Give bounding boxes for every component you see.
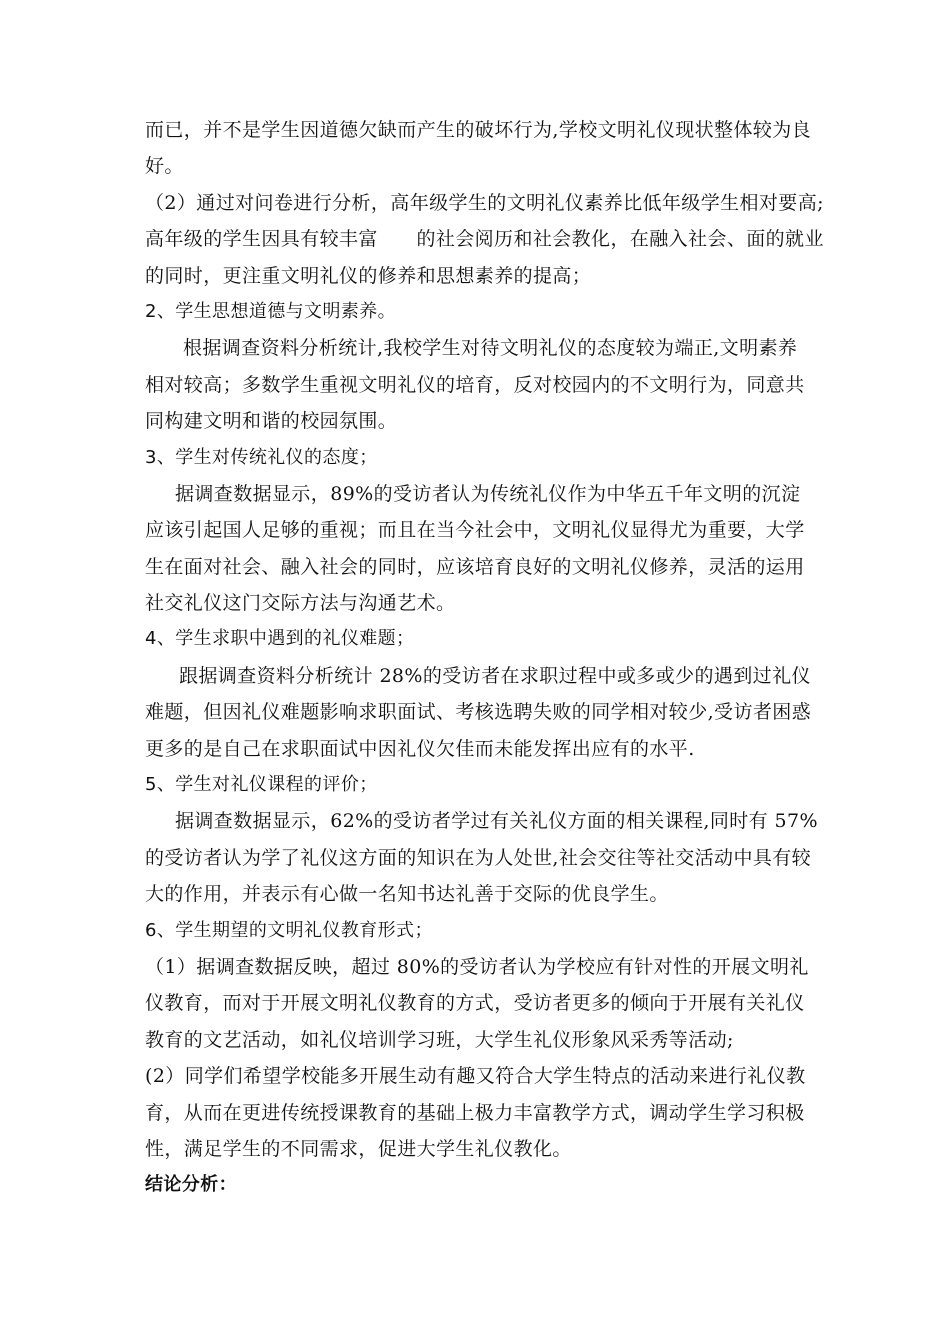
paragraph-line: 更多的是自己在求职面试中因礼仪欠佳而未能发挥出应有的水平. <box>145 737 695 760</box>
section-heading-6: 6、学生期望的文明礼仪教育形式； <box>145 919 433 941</box>
paragraph-line: 据调查数据显示，62%的受访者学过有关礼仪方面的相关课程,同时有 57% <box>175 810 818 833</box>
section-heading-4: 4、学生求职中遇到的礼仪难题； <box>145 628 415 650</box>
paragraph-line: 社交礼仪这门交际方法与沟通艺术。 <box>145 592 456 615</box>
paragraph-line: 高年级的学生因具有较丰富 的社会阅历和社会教化，在融入社会、面的就业 <box>145 228 824 251</box>
section-heading-3: 3、学生对传统礼仪的态度； <box>145 446 378 468</box>
paragraph-line: 据调查数据显示，89%的受访者认为传统礼仪作为中华五千年文明的沉淀 <box>175 482 801 505</box>
paragraph-line: 大的作用，并表示有心做一名知书达礼善于交际的优良学生。 <box>145 883 669 906</box>
paragraph-line: 根据调查资料分析统计,我校学生对待文明礼仪的态度较为端正,文明素养 <box>183 337 798 360</box>
paragraph-line: 而已，并不是学生因道德欠缺而产生的破坏行为,学校文明礼仪现状整体较为良 <box>145 119 812 141</box>
paragraph-line: 仪教育，而对于开展文明礼仪教育的方式，受访者更多的倾向于开展有关礼仪 <box>145 992 805 1015</box>
paragraph-line: （1）据调查数据反映，超过 80%的受访者认为学校应有针对性的开展文明礼 <box>145 955 809 978</box>
paragraph-line: 应该引起国人足够的重视；而且在当今社会中，文明礼仪显得尤为重要，大学 <box>145 519 805 542</box>
paragraph-line: 跟据调查资料分析统计 28%的受访者在求职过程中或多或少的遇到过礼仪 <box>179 664 811 687</box>
paragraph-line: 好。 <box>145 155 184 178</box>
paragraph-line: 难题，但因礼仪难题影响求职面试、考核选聘失败的同学相对较少,受访者困惑 <box>145 701 812 724</box>
paragraph-line: (2）同学们希望学校能多开展生动有趣又符合大学生特点的活动来进行礼仪教 <box>145 1065 806 1088</box>
section-heading-5: 5、学生对礼仪课程的评价； <box>145 774 378 796</box>
paragraph-line: 相对较高；多数学生重视文明礼仪的培育，反对校园内的不文明行为，同意共 <box>145 373 805 396</box>
document-body <box>145 112 824 1204</box>
paragraph-line: 育，从而在更进传统授课教育的基础上极力丰富教学方式，调动学生学习积极 <box>145 1101 805 1124</box>
paragraph-line: 同构建文明和谐的校园氛围。 <box>145 410 398 433</box>
paragraph-line: 的受访者认为学了礼仪这方面的知识在为人处世,社会交往等社交活动中具有较 <box>145 846 812 869</box>
paragraph-line: 的同时，更注重文明礼仪的修养和思想素养的提高； <box>145 264 592 287</box>
paragraph-line: 生在面对社会、融入社会的同时，应该培育良好的文明礼仪修养，灵活的运用 <box>145 555 805 578</box>
conclusion-heading: 结论分析： <box>145 1174 237 1196</box>
paragraph-line: 性，满足学生的不同需求，促进大学生礼仪教化。 <box>145 1137 572 1160</box>
paragraph-line: （2）通过对问卷进行分析，高年级学生的文明礼仪素养比低年级学生相对要高; <box>145 191 824 214</box>
paragraph-line: 教育的文艺活动，如礼仪培训学习班，大学生礼仪形象风采秀等活动; <box>145 1028 734 1051</box>
section-heading-2: 2、学生思想道德与文明素养。 <box>145 300 397 322</box>
